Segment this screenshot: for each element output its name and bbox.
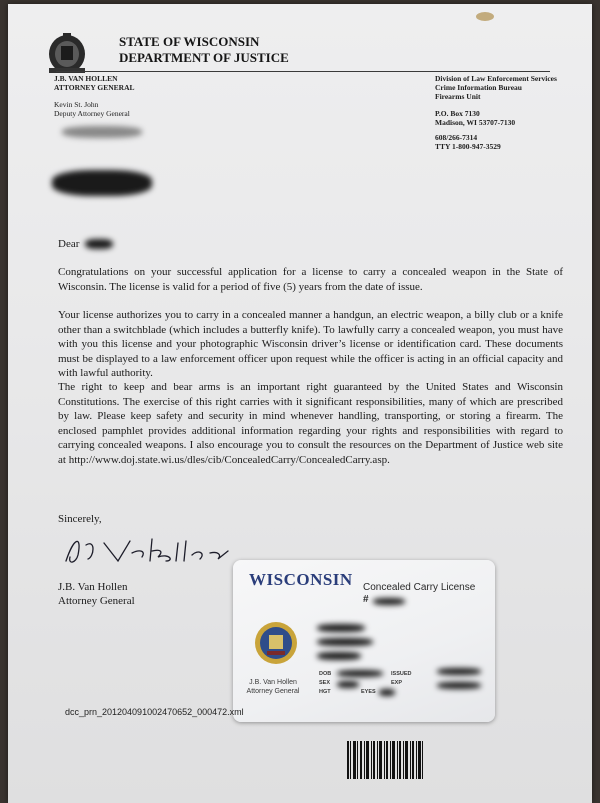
state-seal-icon (46, 30, 88, 76)
header-rule (56, 71, 550, 72)
paragraph-1: Congratulations on your successful application for a license to carry a concealed weapon in the State of Wisconsin. The license is valid for a period of five (5) years from the date of issue. (58, 266, 563, 293)
card-brand: WISCONSIN (249, 570, 353, 589)
dob-label: DOB (319, 671, 332, 677)
exp-label: EXP (391, 680, 403, 686)
license-card (233, 560, 495, 722)
signer-name: J.B. Van Hollen (58, 581, 128, 593)
closing: Sincerely, (58, 513, 102, 525)
redacted-dob (337, 670, 383, 677)
card-title: Concealed Carry License (363, 582, 476, 593)
redacted-sex (337, 681, 359, 688)
card-seal-icon (253, 620, 299, 666)
city-zip: Madison, WI 53707-7130 (435, 118, 516, 127)
bureau-name: Crime Information Bureau (435, 83, 522, 92)
document-id: dcc_prn_20120409100247065​2_000472.xml (65, 707, 244, 717)
redacted-eyes (379, 689, 395, 696)
issued-label: ISSUED (391, 671, 412, 677)
card-number-label: # (363, 594, 369, 605)
signer-title: Attorney General (58, 595, 135, 607)
signature (60, 531, 230, 569)
paragraph-3: The right to keep and bear arms is an important right guaranteed by the United States and Wisconsin Constitutions. The exercise of this right carries with it significant responsibilities, many of which are prescribed by law. Please keep safety and security in mind whenever handling, transporting, or storing a firearm. The enclosed pamphlet provides additional information regarding your rights and responsibilities with regard to carrying concealed weapons. I also encourage you to consult the resources on the Department of Justice web site at http://www.doj.state.wi.us/dles/cib/ConcealedCarry/ConcealedCarry.asp. (58, 381, 563, 466)
redacted-card-number (373, 598, 405, 605)
deputy-title: Deputy Attorney General (54, 109, 130, 118)
eyes-label: EYES (361, 689, 376, 695)
ag-name: J.B. VAN HOLLEN (54, 74, 118, 83)
sex-label: SEX (319, 680, 331, 686)
card-official-title: Attorney General (246, 688, 300, 695)
redacted-holder-line-1 (317, 624, 365, 632)
redacted-holder-line-2 (317, 638, 373, 646)
deputy-name: Kevin St. John (54, 100, 99, 109)
tape-mark (476, 12, 494, 21)
redacted-address-line (62, 126, 142, 138)
unit-name: Firearms Unit (435, 92, 481, 101)
redacted-address-block (52, 170, 152, 196)
barcode (347, 741, 423, 779)
redacted-exp (437, 682, 481, 689)
redacted-recipient-name (85, 239, 113, 249)
greeting: Dear (58, 238, 80, 250)
card-official-name: J.B. Van Hollen (249, 679, 297, 686)
letter-page (8, 4, 592, 803)
letterhead-department: DEPARTMENT OF JUSTICE (119, 50, 289, 65)
po-box: P.O. Box 7130 (435, 109, 480, 118)
greeting-line (58, 237, 563, 252)
division-name: Division of Law Enforcement Services (435, 74, 557, 83)
redacted-holder-line-3 (317, 652, 361, 660)
hgt-label: HGT (319, 689, 331, 695)
phone: 608/266-7314 (435, 133, 478, 142)
redacted-issued (437, 668, 481, 675)
ag-title: ATTORNEY GENERAL (54, 83, 135, 92)
tty-phone: TTY 1-800-947-3529 (435, 142, 501, 151)
paragraph-2: Your license authorizes you to carry in a concealed manner a handgun, an electric weapon, a billy club or a knife other than a switchblade (which includes a butterfly knife). To lawfully carry a concealed weapon, you must have with you this license and your photographic Wisconsin driver’s license or identification card. These documents must be displayed to a law enforcement officer upon request while the officer is acting in an official capacity and with lawful authority. (58, 309, 563, 380)
card-official (241, 678, 305, 696)
letterhead-state: STATE OF WISCONSIN (119, 34, 260, 49)
